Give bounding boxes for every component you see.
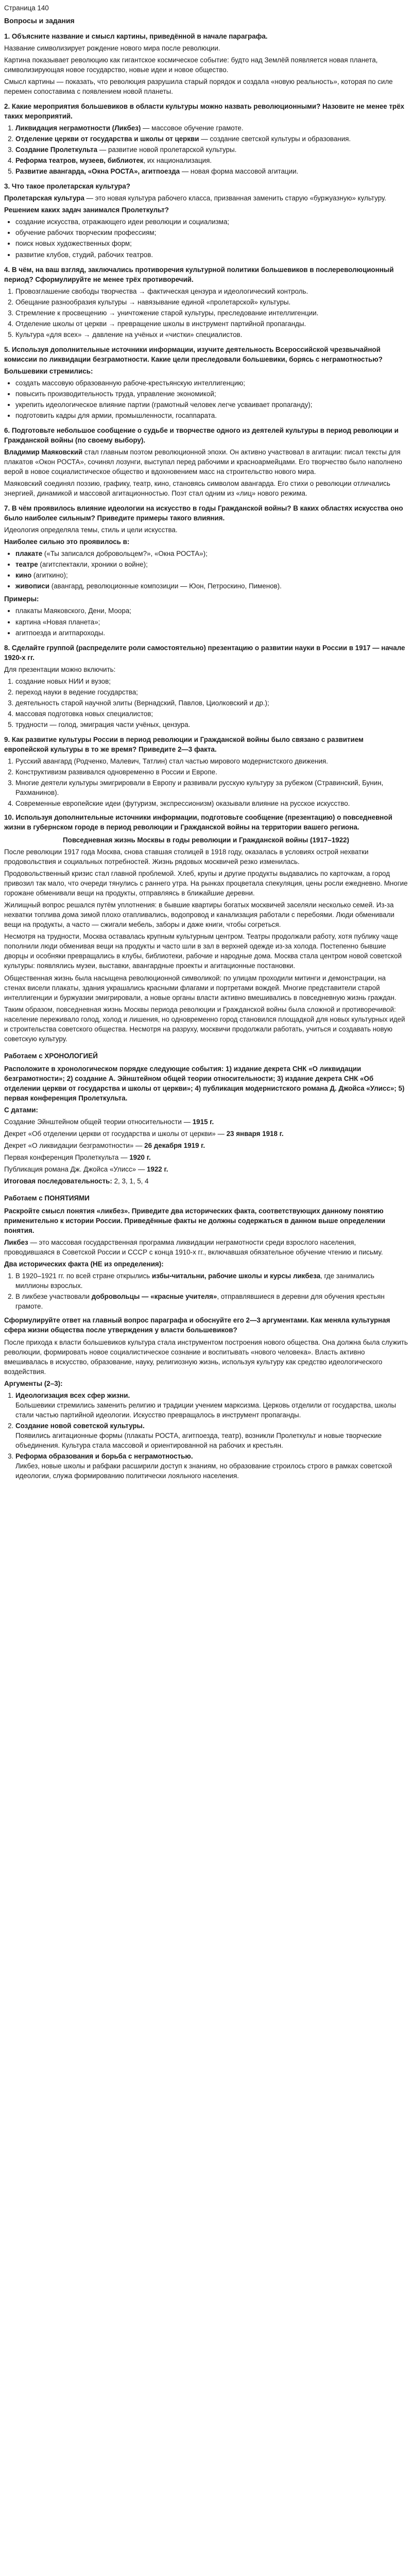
- answer-4-list: [4, 286, 408, 340]
- concepts-facts-title: Два исторических факта (НЕ из определения):: [4, 1260, 164, 1268]
- list-item: • театре (агитспектакли, хроники о войне);: [15, 560, 408, 569]
- question-3: 3. Что такое пролетарская культура?: [4, 182, 130, 191]
- answer-6-p1: Владимир Маяковский стал главным поэтом революционной эпохи. Он активно участвовал в агитации: писал тексты для плакатов «Окон РОСТА», сочинял лозунги, выступал перед рабочими и красноармейцами. Его творчество было наполнено верой в новое социалистическое общество и вдохновением масс на строительство нового мира.: [4, 448, 402, 476]
- concepts-heading: Работаем с ПОНЯТИЯМИ: [4, 1194, 90, 1202]
- answer-1-p1: Название символизирует рождение нового мира после революции.: [4, 44, 220, 52]
- chronology-date-row: Первая конференция Пролеткульта — 1920 г.: [4, 1154, 151, 1161]
- list-item: • плакате («Ты записался добровольцем?», «Окна РОСТА»);: [15, 549, 408, 558]
- chronology-date-row: Декрет «О ликвидации безграмотности» — 26 декабря 1919 г.: [4, 1141, 205, 1149]
- answer-2-list: [4, 123, 408, 176]
- question-9: 9. Как развитие культуры России в период революции и Гражданской войны было связано с развитием европейской культуры в то же время? Приведите 2—3 факта.: [4, 735, 364, 753]
- chronology-date-row: Создание Эйнштейном общей теории относительности — 1915 г.: [4, 1117, 214, 1126]
- question-8: 8. Сделайте группой (распределите роли самостоятельно) презентацию о развитии науки в России в 1917 — начале 1920-х гг.: [4, 643, 405, 662]
- question-5: 5. Используя дополнительные источники информации, изучите деятельность Всероссийской чрезвычайной комиссии по ликвидации безграмотности. Какие цели преследовали большевики, борясь с неграмотностью?: [4, 345, 383, 363]
- list-item: • поиск новых художественных форм;: [15, 239, 408, 248]
- chronology-date-row: Декрет «Об отделении церкви от государства и школы от церкви» — 23 января 1918 г.: [4, 1129, 284, 1138]
- list-item: 1. создание новых НИИ и вузов;: [15, 676, 408, 686]
- final-args-title: Аргументы (2–3):: [4, 1379, 63, 1387]
- list-item: 5. трудности — голод, эмиграция части учёных, цензура.: [15, 720, 408, 730]
- answer-3-list: [4, 217, 408, 259]
- list-item: 5. Культура «для всех» → давление на учёных и «чистки» специалистов.: [15, 330, 408, 340]
- list-item: 3. Реформа образования и борьба с неграмотностью. Ликбез, новые школы и рабфаки расширили доступ к знаниям, но образование строилось строго в рамках советской идеологии, служа формированию политически лояльного населения.: [15, 1451, 408, 1481]
- list-item: • плакаты Маяковского, Дени, Моора;: [15, 606, 408, 616]
- question-10: 10. Используя дополнительные источники информации, подготовьте сообщение (презентацию) о повседневной жизни в губернском городе в период революции и Гражданской войны на территории вашего региона.: [4, 814, 392, 832]
- answer-8-list: [4, 676, 408, 730]
- answer-7-strong-title: Наиболее сильно это проявилось в:: [4, 538, 130, 546]
- chronology-task: Расположите в хронологическом порядке следующие события: 1) издание декрета СНК «О ликвидации безграмотности»; 2) создание А. Эйнштейном общей теории относительности; 3) издание декрета СНК «Об отделении церкви от государства и школы от церкви»; 4) публикация модернистского романа Д. Джойса «Улисс»; 5) первая конференция Пролеткульта.: [4, 1064, 405, 1102]
- answer-1-p3: Смысл картины — показать, что революция разрушила старый порядок и создала «новую реальность», которая по силе перемен сопоставима с появлением новой планеты.: [4, 78, 393, 96]
- list-item: • подготовить кадры для армии, промышленности, госаппарата.: [15, 411, 408, 420]
- answer-3-tasks-title: Решением каких задач занимался Пролеткульт?: [4, 206, 169, 214]
- answer-7-text: Идеология определяла темы, стиль и цели искусства.: [4, 526, 178, 534]
- section-title: Вопросы и задания: [4, 16, 75, 25]
- list-item: 3. Многие деятели культуры эмигрировали в Европу и развивали русскую культуру за рубежом (Стравинский, Бунин, Рахманинов).: [15, 778, 408, 798]
- question-6: 6. Подготовьте небольшое сообщение о судьбе и творчестве одного из деятелей культуры в период революции и Гражданской войны (по своему выбору).: [4, 426, 399, 444]
- answer-10-p2: Продовольственный кризис стал главной проблемой. Хлеб, крупы и другие продукты выдавались по карточкам, а город привозил так мало, что очереди тянулись с раннего утра. На рынках процветала спекуляция, цены росли ежедневно. Многие горожане обменивали вещи на продукты, отправляясь в ближайшие деревни.: [4, 870, 408, 897]
- list-item: 1. Русский авангард (Родченко, Малевич, Татлин) стал частью мирового модернистского движения.: [15, 756, 408, 766]
- answer-10-p6: Таким образом, повседневная жизнь Москвы периода революции и Гражданской войны была сложной и противоречивой: население переживало голод, холод и лишения, но одновременно город становился площадкой для новых культурных идей и строительства советского общества. Несмотря на разруху, москвичи продолжали работать, учиться и создавать новую советскую культуру.: [4, 1005, 405, 1043]
- list-item: 4. Современные европейские идеи (футуризм, экспрессионизм) оказывали влияние на русское искусство.: [15, 799, 408, 808]
- list-item: 4. Отделение школы от церкви → превращение школы в инструмент партийной пропаганды.: [15, 319, 408, 329]
- list-item: 1. Ликвидация неграмотности (Ликбез) — массовое обучение грамоте.: [15, 123, 408, 133]
- answer-1-p2: Картина показывает революцию как гигантское космическое событие: будто над Землёй появляется новая планета, символизирующая новое государство, новые идеи и новое общество.: [4, 56, 378, 74]
- list-item: 2. Отделение церкви от государства и школы от церкви — создание светской культуры и образования.: [15, 134, 408, 144]
- answer-5-title: Большевики стремились:: [4, 367, 93, 375]
- chronology-heading: Работаем с ХРОНОЛОГИЕЙ: [4, 1052, 98, 1060]
- list-item: • агитпоезда и агитпароходы.: [15, 628, 408, 638]
- question-2: 2. Какие мероприятия большевиков в области культуры можно назвать революционными? Назовите не менее трёх таких мероприятий.: [4, 103, 404, 121]
- list-item: 5. Развитие авангарда, «Окна РОСТА», агитпоезда — новая форма массовой агитации.: [15, 166, 408, 176]
- list-item: 2. В ликбезе участвовали добровольцы — «красные учителя», отправлявшиеся в деревни для обучения крестьян грамоте.: [15, 1292, 408, 1311]
- list-item: • кино (агиткино);: [15, 570, 408, 580]
- chronology-date-row: Публикация романа Дж. Джойса «Улисс» — 1922 г.: [4, 1165, 168, 1174]
- answer-7-examples-title: Примеры:: [4, 595, 39, 603]
- answer-9-list: [4, 756, 408, 808]
- answer-10-p4: Несмотря на трудности, Москва оставалась крупным культурным центром. Театры продолжали работу, хотя публику чаще пополнили люди обменивая вещи на продукты и часто шли в зал в верхней одежде из-за холода. Постепенно бывшие дворцы и особняки превращались в клубы, библиотеки, рабочие и народные дома. Москва стала центром новой советской культуры: появлялись музеи, выставки, авангардные проекты и агитационные постановки.: [4, 933, 402, 970]
- list-item: • укрепить идеологическое влияние партии (грамотный человек легче усваивает пропаганду);: [15, 400, 408, 410]
- list-item: • создать массовую образованную рабоче-крестьянскую интеллигенцию;: [15, 378, 408, 388]
- concepts-task: Раскройте смысл понятия «ликбез». Приведите два исторических факта, соответствующих данному понятию применительно к истории России. Приведённые факты не должны содержаться в данном выше определении понятия.: [4, 1207, 386, 1235]
- list-item: 1. Провозглашение свободы творчества → фактическая цензура и идеологический контроль.: [15, 286, 408, 296]
- list-item: 3. Стремление к просвещению → уничтожение старой культуры, преследование интеллигенции.: [15, 308, 408, 318]
- concepts-facts-list: [4, 1271, 408, 1311]
- list-item: 1. В 1920–1921 гг. по всей стране открылись избы-читальни, рабочие школы и курсы ликбеза, где занимались миллионы взрослых.: [15, 1271, 408, 1291]
- list-item: • повысить производительность труда, управление экономикой;: [15, 389, 408, 399]
- list-item: 4. массовая подготовка новых специалистов;: [15, 709, 408, 719]
- list-item: • картина «Новая планета»;: [15, 617, 408, 627]
- list-item: 2. Конструктивизм развивался одновременно в России и Европе.: [15, 767, 408, 777]
- list-item: • живописи (авангард, революционные композиции — Юон, Петроскино, Пименов).: [15, 581, 408, 591]
- list-item: 1. Идеологизация всех сфер жизни. Большевики стремились заменить религию и традиции учением марксизма. Церковь отделили от государства, школы стали частью партийной идеологии. Искусство превращалось в инструмент пропаганды.: [15, 1391, 408, 1420]
- list-item: 2. переход науки в ведение государства;: [15, 687, 408, 697]
- answer-7-examples: [4, 606, 408, 637]
- final-args-list: [4, 1391, 408, 1481]
- answer-10-p3: Жилищный вопрос решался путём уплотнения: в бывшие квартиры богатых москвичей заселяли несколько семей. Из-за нехватки топлива дома зимой плохо отапливались, водопровод и канализация работали с перебоями. Люди обменивали вещи на продукты, а часто — сжигали мебель, заборы и даже книги, чтобы согреться.: [4, 901, 394, 929]
- question-1: 1. Объясните название и смысл картины, приведённой в начале параграфа.: [4, 32, 268, 40]
- chronology-dates-title: С датами:: [4, 1106, 38, 1114]
- answer-3-definition: Пролетарская культура — это новая культура рабочего класса, призванная заменить старую «буржуазную» культуру.: [4, 194, 386, 202]
- answer-7-areas: [4, 549, 408, 591]
- chronology-order: Итоговая последовательность: 2, 3, 1, 5, 4: [4, 1177, 149, 1185]
- list-item: • обучение рабочих творческим профессиям;: [15, 228, 408, 238]
- list-item: • развитие клубов, студий, рабочих театров.: [15, 250, 408, 260]
- list-item: • создание искусства, отражающего идеи революции и социализма;: [15, 217, 408, 227]
- answer-10-p1: После революции 1917 года Москва, снова ставшая столицей в 1918 году, оказалась в условиях острой нехватки продовольствия и социальных потребностей. Жизнь рядовых москвичей резко изменилась.: [4, 848, 369, 866]
- list-item: 4. Реформа театров, музеев, библиотек, их национализация.: [15, 156, 408, 165]
- page-label: Страница 140: [4, 4, 49, 12]
- answer-6-p2: Маяковский соединял поэзию, графику, театр, кино, становясь символом авангарда. Его стихи о революции отличались энергией, динамикой и массовой агитационностью. Поэт стал одним из «лиц» нового режима.: [4, 480, 390, 498]
- final-question: Сформулируйте ответ на главный вопрос параграфа и обоснуйте его 2—3 аргументами. Как меняла культурная сфера жизни общества после утверждения у власти большевиков?: [4, 1316, 390, 1334]
- final-intro: После прихода к власти большевиков культура стала инструментом построения нового общества. Она должна была служить революции, формировать новое социалистическое сознание и воспитывать «нового человека». Власть активно вмешивалась в искусство, образование, науку, религиозную жизнь, используя культуру как средство идеологического воздействия.: [4, 1338, 408, 1376]
- answer-10-title: Повседневная жизнь Москвы в годы революции и Гражданской войны (1917–1922): [63, 836, 349, 844]
- question-4: 4. В чём, на ваш взгляд, заключались противоречия культурной политики большевиков в послереволюционный период? Сформулируйте не менее трёх противоречий.: [4, 265, 394, 283]
- list-item: 3. Создание Пролеткульта — развитие новой пролетарской культуры.: [15, 145, 408, 155]
- list-item: 2. Обещание разнообразия культуры → навязывание единой «пролетарской» культуры.: [15, 297, 408, 307]
- list-item: 3. деятельность старой научной элиты (Вернадский, Павлов, Циолковский и др.);: [15, 698, 408, 708]
- question-7: 7. В чём проявилось влияние идеологии на искусство в годы Гражданской войны? В каких областях искусства оно было наиболее сильным? Приведите примеры такого влияния.: [4, 504, 403, 522]
- answer-5-list: [4, 378, 408, 420]
- answer-8-intro: Для презентации можно включить:: [4, 665, 116, 673]
- list-item: 2. Создание новой советской культуры. Появились агитационные формы (плакаты РОСТА, агитпоезда, театр), возникли Пролеткульт и новые творческие объединения. Культура стала массовой и ориентированной на рабочих и крестьян.: [15, 1421, 408, 1450]
- answer-10-p5: Общественная жизнь была насыщена революционной символикой: по улицам проходили митинги и демонстрации, на стенах висели плакаты, здания украшались красными флагами и портретами вождей. Многие представители старой интеллигенции и буржуазии эмигрировали, а новые органы власти активно вмешивались в повседневную жизнь граждан.: [4, 974, 397, 1002]
- concepts-definition: Ликбез — это массовая государственная программа ликвидации неграмотности среди взрослого населения, проводившаяся в Советской России и СССР с конца 1910-х гг., включавшая обязательное обучение чтению и письму.: [4, 1239, 383, 1257]
